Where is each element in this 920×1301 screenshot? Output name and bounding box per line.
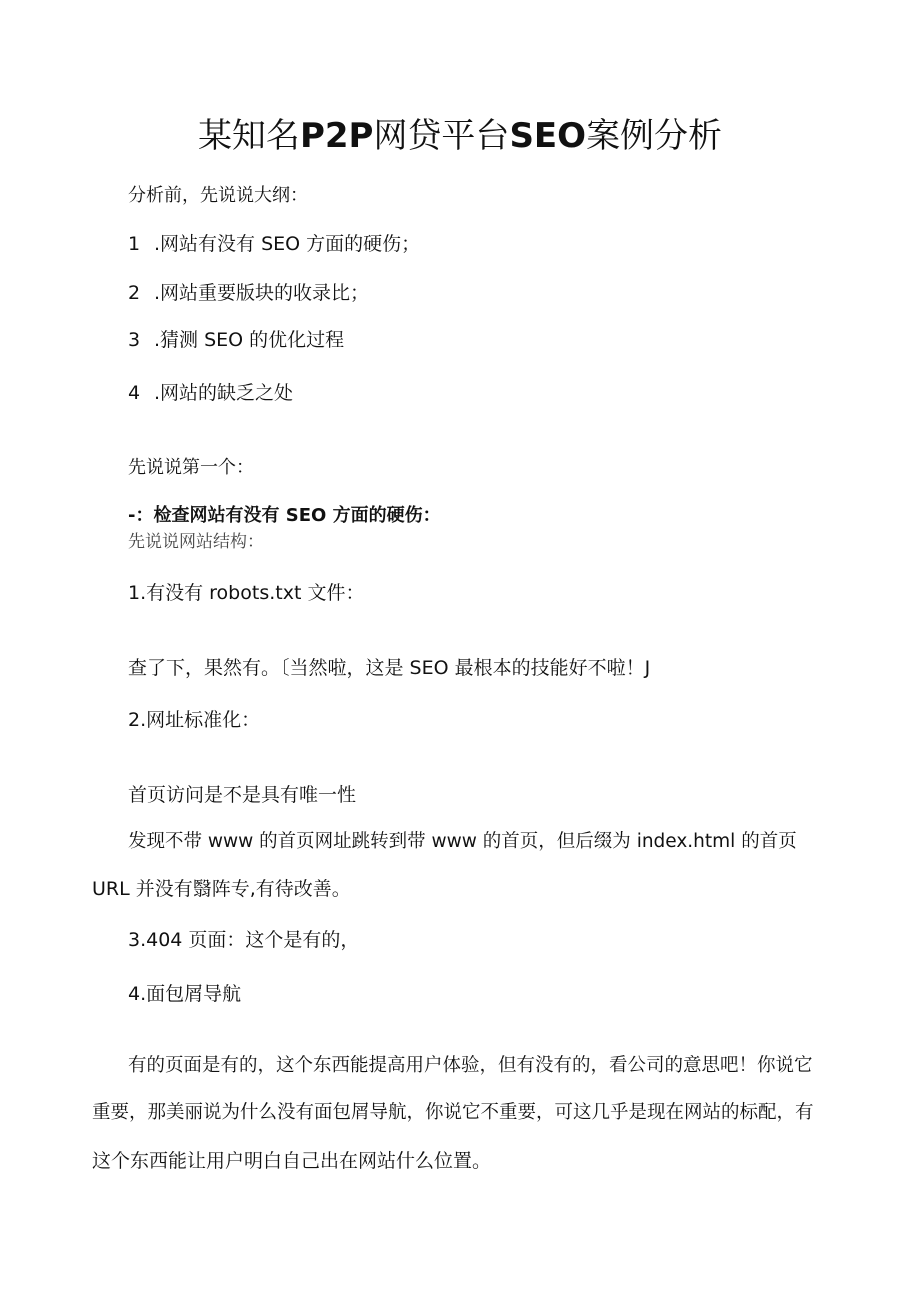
title-text: 某知名 bbox=[197, 116, 300, 156]
outline-item bbox=[128, 327, 344, 353]
title-text: SEO bbox=[509, 116, 587, 156]
item4-title: 4.面包屑导航 bbox=[128, 983, 242, 1005]
item2-subtitle: 首页访问是不是具有唯一性 bbox=[128, 784, 357, 806]
item1-title: 1.有没有 robots.txt 文件： bbox=[128, 582, 365, 604]
title-text: P2P bbox=[299, 116, 374, 156]
title-text: 案例分析 bbox=[586, 116, 723, 156]
outline-item-text: .网站的缺乏之处 bbox=[154, 382, 294, 404]
title-text: 网贷平台 bbox=[373, 116, 510, 156]
outline-item bbox=[128, 380, 293, 406]
item2-body-line: 发现不带 www 的首页网址跳转到带 www 的首页，但后缀为 index.html 的首页 bbox=[128, 831, 797, 852]
outline-intro: 分析前，先说说大纲： bbox=[128, 185, 308, 206]
outline-item bbox=[128, 231, 420, 257]
outline-item-text: .网站有没有 SEO 方面的硬伤； bbox=[154, 233, 421, 255]
item4-body-line: 这个东西能让用户明白自己出在网站什么位置。 bbox=[92, 1150, 492, 1172]
first-point-intro: 先说说第一个： bbox=[128, 457, 254, 478]
outline-item bbox=[128, 280, 369, 306]
document-title bbox=[0, 114, 920, 158]
outline-item-number: 2 bbox=[128, 282, 141, 304]
structure-intro: 先说说网站结构： bbox=[128, 532, 264, 552]
outline-item-number: 1 bbox=[128, 233, 141, 255]
item4-body-line: 有的页面是有的，这个东西能提高用户体验，但有没有的，看公司的意思吧！你说它 bbox=[128, 1055, 813, 1076]
outline-item-text: .猜测 SEO 的优化过程 bbox=[154, 329, 345, 351]
item3-text: 3.404 页面：这个是有的， bbox=[128, 929, 360, 951]
section-heading: -：检查网站有没有 SEO 方面的硬伤： bbox=[128, 505, 441, 526]
outline-item-text: .网站重要版块的收录比； bbox=[154, 282, 370, 304]
outline-item-number: 4 bbox=[128, 382, 141, 404]
outline-item-number: 3 bbox=[128, 329, 141, 351]
item2-title: 2.网址标准化： bbox=[128, 709, 261, 731]
item4-body-line: 重要，那美丽说为什么没有面包屑导航，你说它不重要，可这几乎是现在网站的标配，有 bbox=[92, 1102, 814, 1123]
item1-body: 查了下，果然有。〔当然啦，这是 SEO 最根本的技能好不啦！J bbox=[128, 657, 651, 679]
item2-body-line: URL 并没有翳阵专,有待改善。 bbox=[92, 878, 351, 900]
